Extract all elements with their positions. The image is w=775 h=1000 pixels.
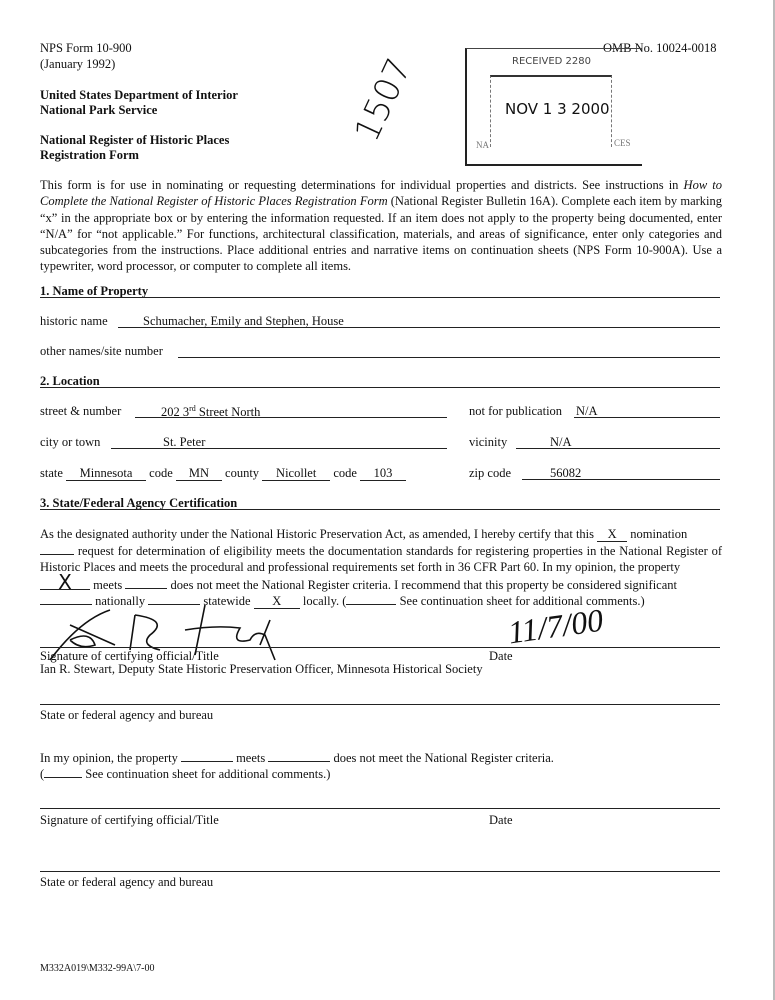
nationally-label: nationally bbox=[92, 594, 149, 608]
signature-2-label: Signature of certifying official/Title bbox=[40, 813, 219, 827]
intro-text: This form is for use in nominating or requesting determinations for individual properties and districts. See instructions in bbox=[40, 178, 684, 192]
cert-text: request for determination of eligibility meets the documentation standards for registering properties in the National Register of Historic Places and meets the procedural and professional requirements set forth in 36 CFR Part 60. In my opinion, the property bbox=[40, 543, 722, 574]
opinion-line-1 bbox=[40, 751, 554, 766]
opinion-text: meets bbox=[232, 751, 269, 765]
statewide-label: statewide bbox=[200, 594, 254, 608]
see-continuation-checkbox[interactable] bbox=[346, 604, 396, 605]
section-1-title: 1. Name of Property bbox=[40, 284, 149, 298]
state-label: state bbox=[40, 466, 63, 480]
city-value: St. Peter bbox=[163, 435, 206, 449]
npub-value: N/A bbox=[576, 404, 598, 418]
street-value: 202 3 bbox=[161, 405, 190, 420]
stamp-received: RECEIVED 2280 bbox=[512, 56, 592, 67]
county-field[interactable]: Nicollet bbox=[262, 467, 330, 481]
request-checkbox[interactable] bbox=[40, 554, 74, 555]
locally-label: locally. ( bbox=[299, 594, 347, 608]
opinion-not-meets-checkbox[interactable] bbox=[268, 761, 330, 762]
county-label: county bbox=[225, 466, 260, 480]
cert-text: As the designated authority under the National Historic Preservation Act, as amended, I hereby certify that this bbox=[40, 527, 598, 541]
street-rest: Street North bbox=[195, 405, 261, 420]
street-sup: rd bbox=[189, 404, 196, 413]
section-2-title: 2. Location bbox=[40, 374, 100, 388]
agency-2-label: State or federal agency and bureau bbox=[40, 875, 214, 889]
cert-text: nomination bbox=[627, 527, 688, 541]
agency: National Park Service bbox=[40, 103, 158, 117]
city-label: city or town bbox=[40, 435, 101, 449]
intro-text-2: (National Register Bulletin 16A). Complete each item by marking “x” in the appropriate box or by entering the information requested. If an item does not apply to the property being documented, enter “N/A” for “not applicable.” For functions, architectural classification, materials, and areas of significance, enter only categories and subcategories from the instructions. Place additional entries and narrative items on continuation sheets (NPS Form 10-900A). Use a typewriter, word processor, or computer to complete all items. bbox=[40, 194, 722, 274]
section-3-title: 3. State/Federal Agency Certification bbox=[40, 496, 238, 510]
cert-text: See continuation sheet for additional comments.) bbox=[396, 594, 645, 608]
signature-label: Signature of certifying official/Title bbox=[40, 649, 219, 663]
department: United States Department of Interior bbox=[40, 88, 238, 102]
form-title: Registration Form bbox=[40, 148, 139, 162]
form-number: NPS Form 10-900 bbox=[40, 41, 132, 55]
intro-paragraph bbox=[40, 177, 722, 275]
state-code-label: code bbox=[149, 466, 173, 480]
meets-checkbox[interactable]: X bbox=[40, 576, 90, 590]
signer-name: Ian R. Stewart, Deputy State Historic Preservation Officer, Minnesota Historical Society bbox=[40, 662, 483, 676]
opinion-continuation-checkbox[interactable] bbox=[44, 777, 82, 778]
county-code-field[interactable]: 103 bbox=[360, 467, 406, 481]
stamp-partial-right: CES bbox=[614, 138, 631, 148]
state-row bbox=[40, 466, 406, 481]
handwritten-number: 1507 bbox=[346, 52, 420, 148]
locally-checkbox[interactable]: X bbox=[254, 595, 300, 609]
form-date: (January 1992) bbox=[40, 57, 116, 71]
intro-italic: How to Complete the National Register of Historic Places Registration Form bbox=[40, 178, 722, 209]
certification-paragraph bbox=[40, 526, 722, 610]
zip-value: 56082 bbox=[550, 466, 582, 480]
vicinity-field[interactable] bbox=[516, 435, 720, 449]
county-code-label: code bbox=[333, 466, 357, 480]
zip-label: zip code bbox=[469, 466, 511, 480]
does-not-meet-checkbox[interactable] bbox=[125, 588, 167, 589]
agency-label: State or federal agency and bureau bbox=[40, 708, 214, 722]
vicinity-value: N/A bbox=[550, 435, 572, 449]
state-field[interactable]: Minnesota bbox=[66, 467, 146, 481]
zip-field[interactable] bbox=[522, 466, 720, 480]
stamp-partial-left: NA bbox=[476, 140, 489, 150]
vicinity-label: vicinity bbox=[469, 435, 508, 449]
city-field[interactable] bbox=[111, 435, 447, 449]
date-label: Date bbox=[489, 649, 513, 663]
other-names-field[interactable] bbox=[178, 344, 720, 358]
historic-name-value: Schumacher, Emily and Stephen, House bbox=[143, 314, 344, 328]
omb-number: OMB No. 10024-0018 bbox=[603, 41, 717, 55]
signature-date: 11/7/00 bbox=[505, 601, 606, 651]
opinion-text: does not meet the National Register criteria. bbox=[330, 751, 554, 765]
footer-code: M332A019\M332-99A\7-00 bbox=[40, 963, 155, 974]
historic-name-label: historic name bbox=[40, 314, 108, 328]
cert-text: does not meet the National Register criteria. I recommend that this property be considered significant bbox=[167, 577, 677, 592]
stamp-date: NOV 1 3 2000 bbox=[505, 100, 610, 118]
street-field[interactable] bbox=[135, 404, 447, 418]
npub-label: not for publication bbox=[469, 404, 563, 418]
npub-field[interactable] bbox=[574, 404, 720, 418]
opinion-text: See continuation sheet for additional comments.) bbox=[82, 767, 331, 781]
nomination-checkbox[interactable]: X bbox=[597, 528, 627, 542]
opinion-meets-checkbox[interactable] bbox=[181, 761, 233, 762]
state-code-field[interactable]: MN bbox=[176, 467, 222, 481]
other-names-label: other names/site number bbox=[40, 344, 163, 358]
opinion-text: ( bbox=[40, 767, 45, 781]
cert-text: meets bbox=[90, 577, 126, 592]
register-name: National Register of Historic Places bbox=[40, 133, 230, 147]
historic-name-field[interactable] bbox=[118, 314, 720, 328]
street-label: street & number bbox=[40, 404, 122, 418]
opinion-text: In my opinion, the property bbox=[40, 751, 181, 765]
date-2-label: Date bbox=[489, 813, 513, 827]
opinion-line-2 bbox=[40, 767, 330, 782]
